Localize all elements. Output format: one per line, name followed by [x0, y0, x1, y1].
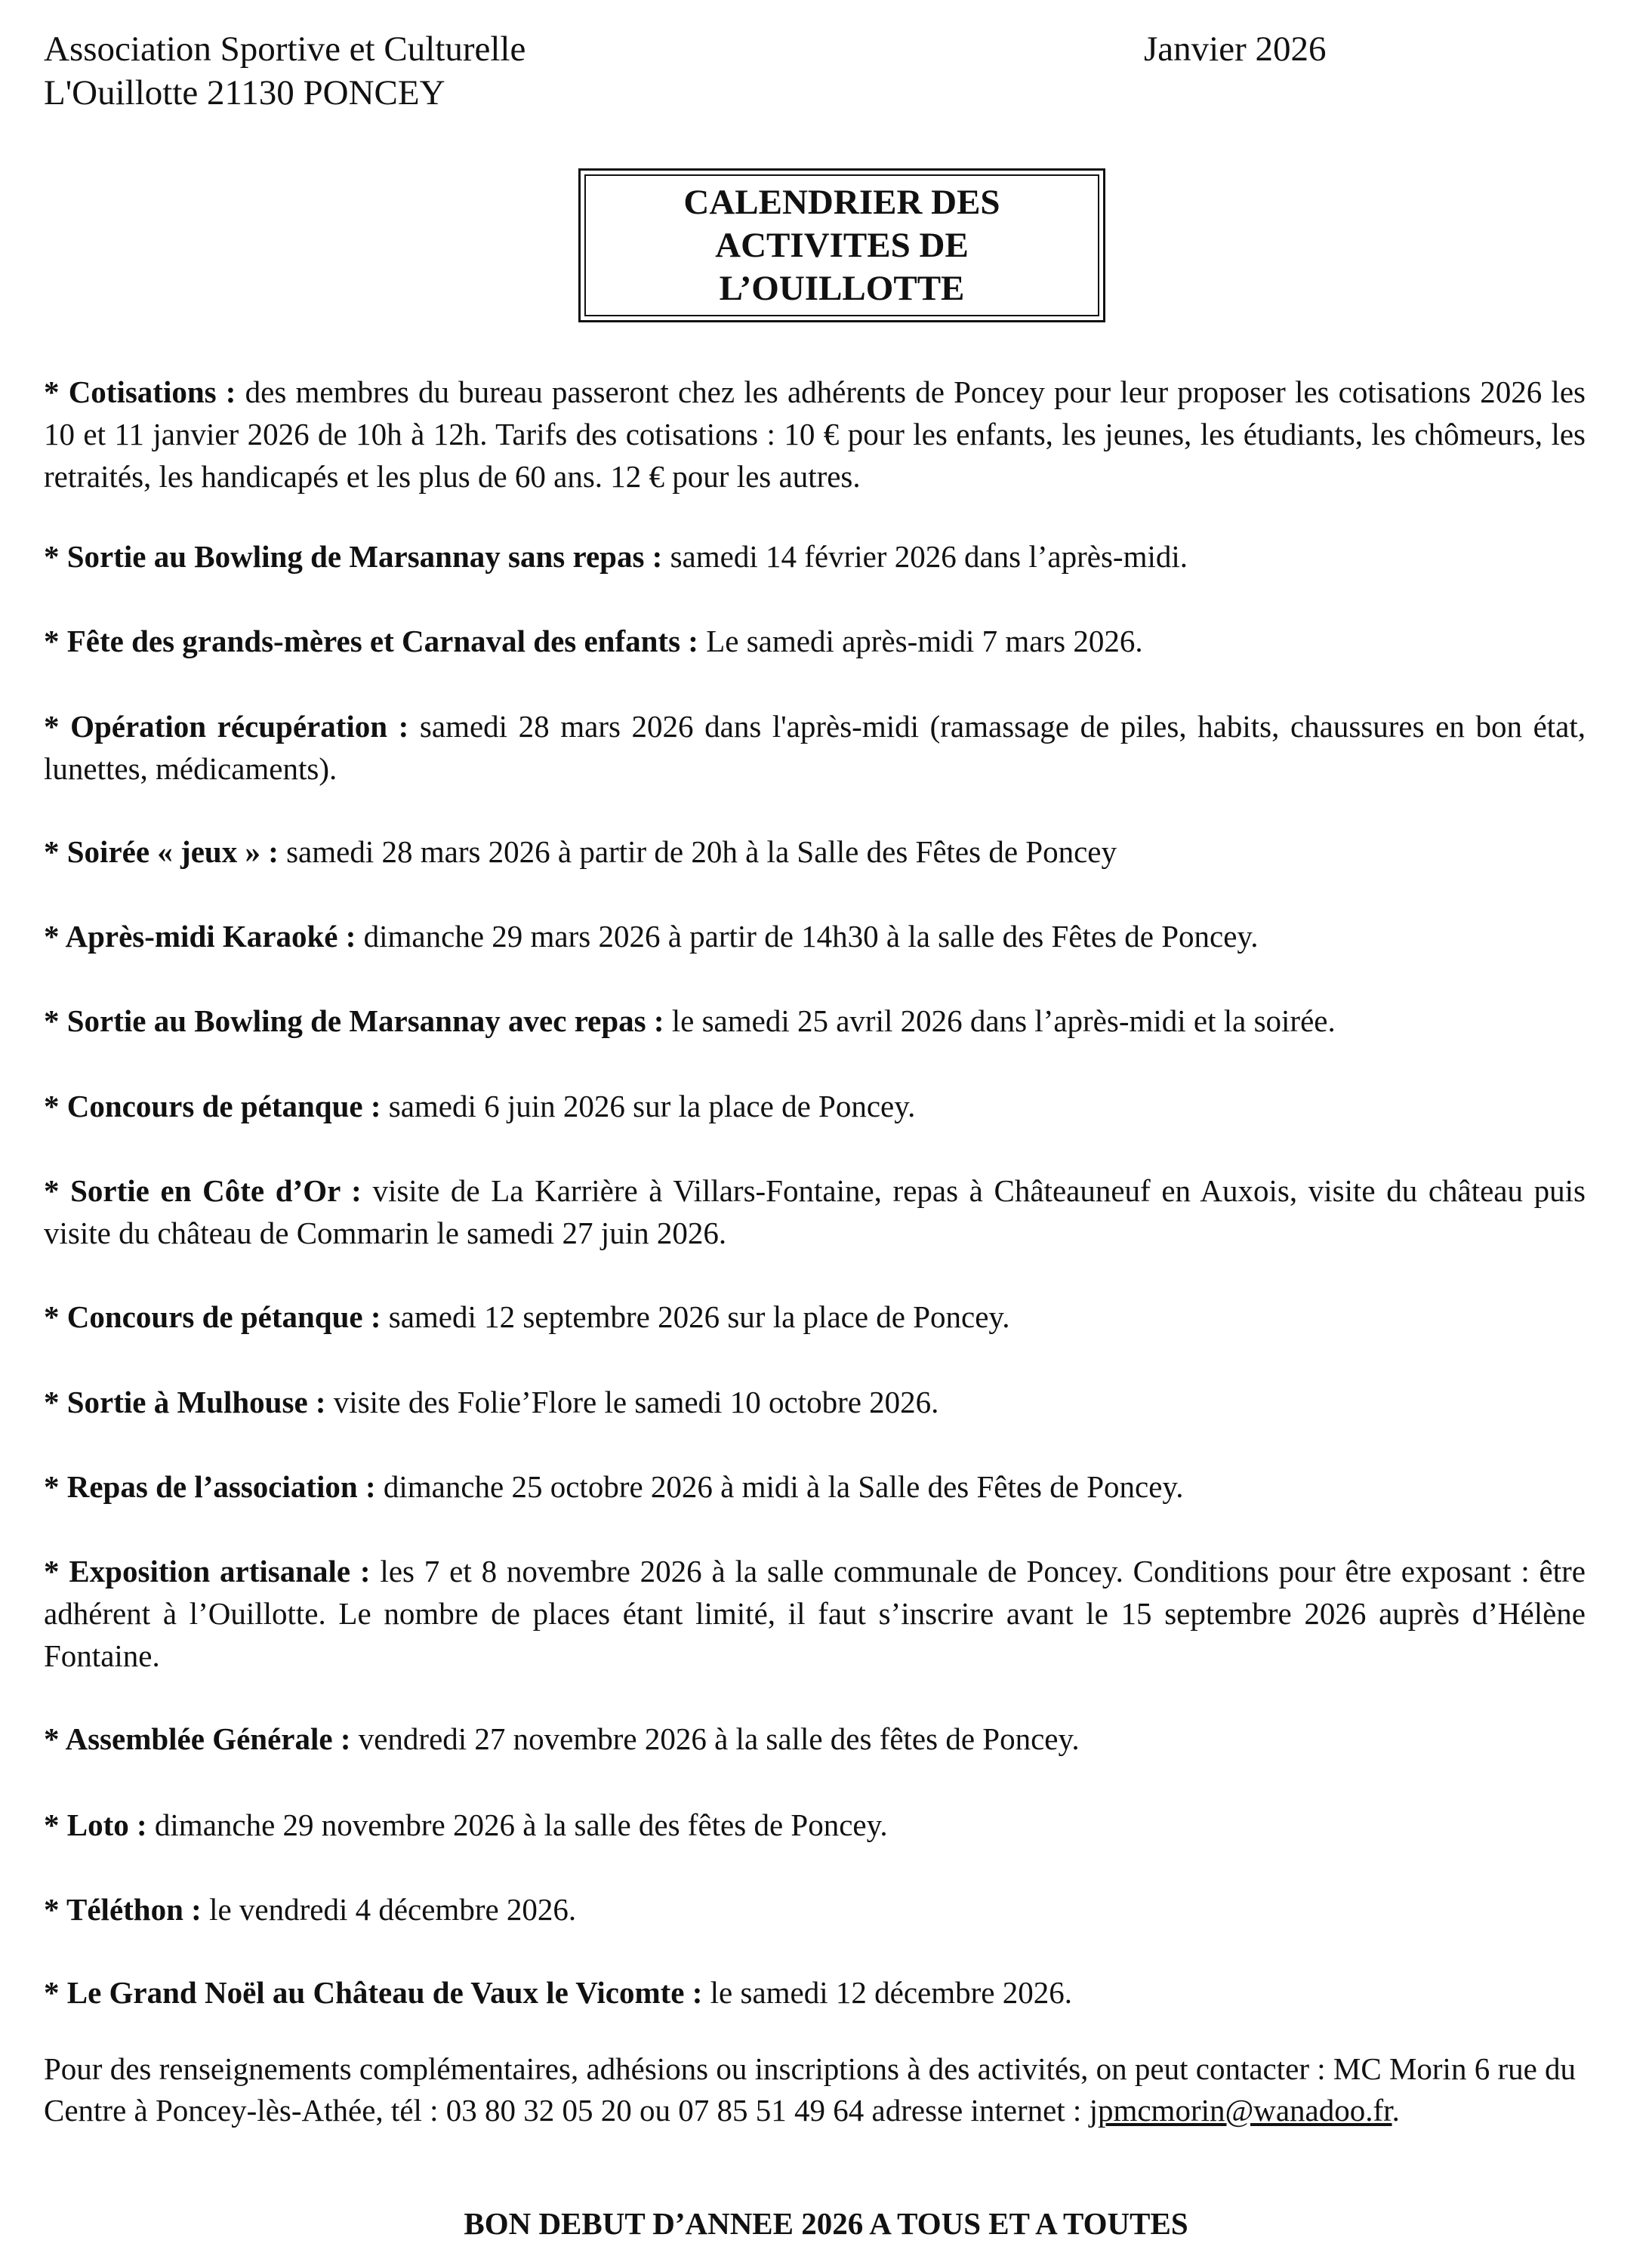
activity-details: visite des Folie’Flore le samedi 10 octobre 2026. [325, 1385, 939, 1419]
activity-details: les 7 et 8 novembre 2026 à la salle communale de Poncey. Conditions pour être exposant : être adhérent à l’Ouillotte. Le nombre de places étant limité, il faut s’inscrire avant le 15 septembre 2026 auprès d’Hélène Fontaine. [44, 1554, 1586, 1673]
activity-details: Le samedi après-midi 7 mars 2026. [698, 624, 1143, 658]
activity-title: * Sortie au Bowling de Marsannay sans repas : [44, 539, 663, 574]
activity-title: * Fête des grands-mères et Carnaval des enfants : [44, 624, 698, 658]
activity-item [44, 830, 1586, 873]
activity-item [44, 1888, 1586, 1931]
activity-title: * Opération récupération : [44, 709, 409, 744]
activity-details: le vendredi 4 décembre 2026. [201, 1892, 577, 1927]
title-line: L’OUILLOTTE [719, 268, 965, 308]
activity-title: * Assemblée Générale : [44, 1721, 351, 1756]
activity-item [44, 705, 1586, 790]
activity-title: * Sortie en Côte d’Or : [44, 1173, 362, 1208]
activity-item [44, 1085, 1586, 1127]
contact-text: Pour des renseignements complémentaires, adhésions ou inscriptions à des activités, on peut contacter : MC Morin 6 rue du Centre à Poncey-lès-Athée, tél : 03 80 32 05 20 ou 07 85 51 49 64 adresse internet : [44, 2051, 1576, 2128]
activity-item [44, 1000, 1586, 1042]
activity-title: * Loto : [44, 1807, 147, 1842]
activity-item [44, 915, 1586, 957]
activity-title: * Sortie au Bowling de Marsannay avec repas : [44, 1003, 664, 1038]
activity-title: * Téléthon : [44, 1892, 202, 1927]
organization-location: L'Ouillotte 21130 PONCEY [44, 73, 445, 112]
activity-details: dimanche 29 novembre 2026 à la salle des fêtes de Poncey. [146, 1807, 888, 1842]
activity-title: * Après-midi Karaoké : [44, 919, 356, 954]
activity-details: samedi 28 mars 2026 à partir de 20h à la Salle des Fêtes de Poncey [278, 834, 1117, 869]
activity-item [44, 371, 1586, 498]
activity-title: * Cotisations : [44, 374, 236, 409]
activity-item [44, 1381, 1586, 1423]
activity-item [44, 535, 1586, 578]
activity-details: vendredi 27 novembre 2026 à la salle des fêtes de Poncey. [350, 1721, 1080, 1756]
activity-item [44, 1296, 1586, 1338]
contact-email-link[interactable]: jpmcmorin@wanadoo.fr [1089, 2093, 1392, 2128]
activity-item [44, 1550, 1586, 1677]
activity-item [44, 620, 1586, 662]
organization-name: Association Sportive et Culturelle [44, 29, 526, 69]
organization-address [44, 27, 525, 115]
activity-title: * Concours de pétanque : [44, 1089, 381, 1123]
activity-title: * Le Grand Noël au Château de Vaux le Vicomte : [44, 1975, 703, 2010]
title-line: CALENDRIER DES [683, 182, 1000, 222]
activity-item [44, 1169, 1586, 1254]
activity-details: dimanche 25 octobre 2026 à midi à la Salle des Fêtes de Poncey. [375, 1469, 1184, 1504]
page-title [584, 174, 1099, 316]
activity-item [44, 1718, 1586, 1760]
activity-title: * Sortie à Mulhouse : [44, 1385, 326, 1419]
activity-details: samedi 12 septembre 2026 sur la place de Poncey. [381, 1299, 1010, 1334]
activity-item [44, 1971, 1586, 2014]
title-box [578, 168, 1105, 322]
contact-period: . [1392, 2093, 1400, 2128]
activity-details: samedi 28 mars 2026 dans l'après-midi (ramassage de piles, habits, chaussures en bon état, lunettes, médicaments). [44, 709, 1586, 786]
activity-details: visite de La Karrière à Villars-Fontaine, repas à Châteauneuf en Auxois, visite du château puis visite du château de Commarin le samedi 27 juin 2026. [44, 1173, 1586, 1250]
activity-details: samedi 14 février 2026 dans l’après-midi. [662, 539, 1188, 574]
activity-details: le samedi 12 décembre 2026. [702, 1975, 1072, 2010]
activity-title: * Concours de pétanque : [44, 1299, 381, 1334]
title-line: ACTIVITES DE [715, 225, 969, 265]
activity-details: dimanche 29 mars 2026 à partir de 14h30 à la salle des Fêtes de Poncey. [356, 919, 1259, 954]
activity-item [44, 1804, 1586, 1846]
activity-title: * Repas de l’association : [44, 1469, 376, 1504]
closing-message: BON DEBUT D’ANNEE 2026 A TOUS ET A TOUTES [464, 2206, 1188, 2241]
contact-paragraph [44, 2048, 1586, 2131]
document-date: Janvier 2026 [1144, 29, 1327, 69]
activity-details: le samedi 25 avril 2026 dans l’après-midi et la soirée. [664, 1003, 1336, 1038]
activity-details: samedi 6 juin 2026 sur la place de Poncey. [381, 1089, 916, 1123]
activity-title: * Exposition artisanale : [44, 1554, 371, 1589]
activity-details: des membres du bureau passeront chez les adhérents de Poncey pour leur proposer les cotisations 2026 les 10 et 11 janvier 2026 de 10h à 12h. Tarifs des cotisations : 10 € pour les enfants, les jeunes, les étudiants, les chômeurs, les retraités, les handicapés et les plus de 60 ans. 12 € pour les autres. [44, 374, 1586, 494]
activity-title: * Soirée « jeux » : [44, 834, 279, 869]
activity-item [44, 1465, 1586, 1508]
